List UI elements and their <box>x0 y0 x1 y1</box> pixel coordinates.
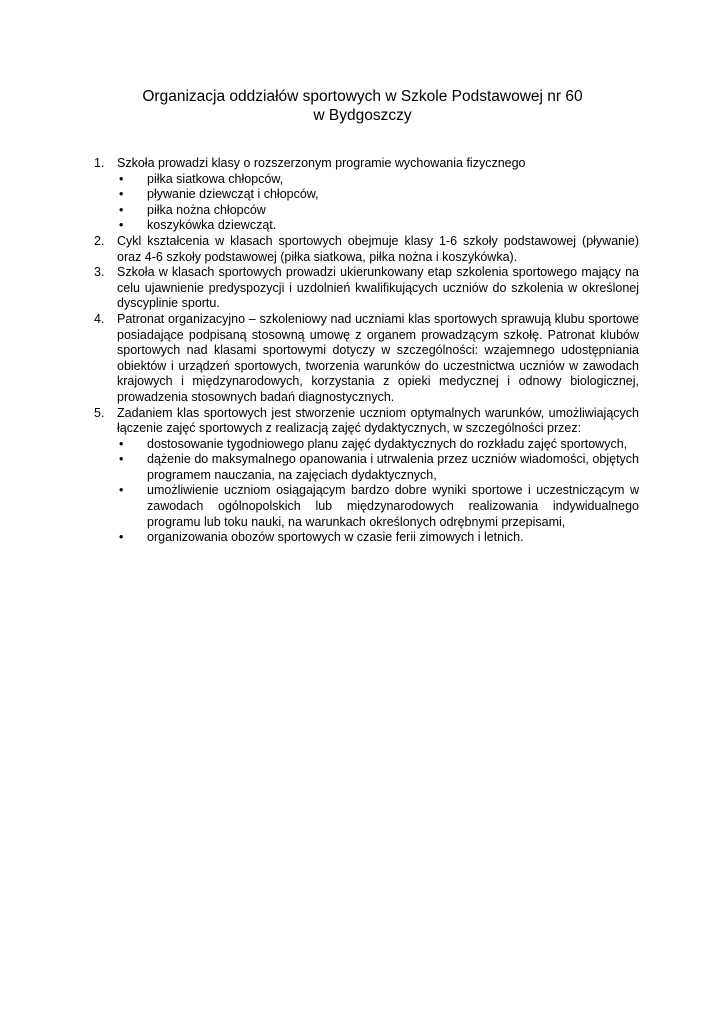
list-item-text: Szkoła w klasach sportowych prowadzi ukierunkowany etap szkolenia sportowego mający na celu ujawnienie predyspozycji i uzdolnień kwalifikujących uczniów do szkolenia w określonej dyscyplinie sportu. <box>117 265 639 311</box>
bullet-text: dążenie do maksymalnego opanowania i utrwalenia przez uczniów wiadomości, objętych programem nauczania, na zajęciach dydaktycznych, <box>147 452 639 482</box>
bullet-item <box>117 203 639 219</box>
bullet-item <box>117 187 639 203</box>
list-item-5-bullets <box>94 437 639 546</box>
bullet-text: pływanie dziewcząt i chłopców, <box>147 187 319 202</box>
bullet-text: piłka siatkowa chłopców, <box>147 171 284 186</box>
bullet-item <box>117 452 639 483</box>
list-number: 5. <box>94 405 105 420</box>
bullet-item <box>117 437 639 453</box>
list-item-text: Patronat organizacyjno – szkoleniowy nad uczniami klas sportowych sprawują klubu sportowe posiadające podpisaną stosowną umowę z organem prowadzącym szkołę. Patronat klubów sportowych nad klasami sportowymi dotyczy w szczególności: wzajemnego udostępniania obiektów i urządzeń sportowych, tworzenia warunków do uczestnictwa uczniów w zawodach krajowych i międzynarodowych, korzystania z opieki medycznej i odnowy biologicznej, prowadzenia stosownych badań diagnostycznych. <box>117 311 639 404</box>
bullet-text: koszykówka dziewcząt. <box>147 218 277 233</box>
list-item-text: Cykl kształcenia w klasach sportowych obejmuje klasy 1-6 szkoły podstawowej (pływanie) oraz 4-6 szkoły podstawowej (piłka siatkowa, piłka nożna i koszykówka). <box>117 233 639 264</box>
numbered-list <box>94 156 639 546</box>
bullet-text: dostosowanie tygodniowego planu zajęć dydaktycznych do rozkładu zajęć sportowych, <box>147 436 628 451</box>
list-number: 1. <box>94 156 105 170</box>
bullet-text: organizowania obozów sportowych w czasie ferii zimowych i letnich. <box>147 530 524 545</box>
list-item-1-bullets <box>94 172 639 234</box>
title-line-1: Organizacja oddziałów sportowych w Szkole Podstawowej nr 60 <box>142 88 583 105</box>
bullet-item <box>117 530 639 546</box>
list-number: 2. <box>94 233 105 248</box>
bullet-list <box>94 172 639 234</box>
document-title <box>0 87 725 125</box>
title-line-2: w Bydgoszczy <box>313 107 412 124</box>
bullet-item <box>117 218 639 234</box>
document-body <box>94 156 639 546</box>
list-item-text: Szkoła prowadzi klasy o rozszerzonym programie wychowania fizycznego <box>117 156 526 170</box>
bullet-text: umożliwienie uczniom osiągającym bardzo dobre wyniki sportowe i uczestniczącym w zawodach ogólnopolskich lub międzynarodowych realizowania indywidualnego programu lub toku nauki, na warunkach określonych odrębnymi przepisami, <box>147 483 639 529</box>
bullet-text: piłka nożna chłopców <box>147 202 266 217</box>
list-item-2 <box>94 234 639 265</box>
bullet-list <box>94 437 639 546</box>
list-item-3 <box>94 265 639 312</box>
list-item-4 <box>94 312 639 406</box>
list-item-5 <box>94 406 639 437</box>
bullet-item <box>117 172 639 188</box>
list-number: 4. <box>94 311 105 326</box>
list-item-1 <box>94 156 639 172</box>
bullet-item <box>117 483 639 530</box>
list-item-text: Zadaniem klas sportowych jest stworzenie uczniom optymalnych warunków, umożliwiających łączenie zajęć sportowych z realizacją zajęć dydaktycznych, w szczególności przez: <box>117 405 639 436</box>
list-number: 3. <box>94 265 105 280</box>
